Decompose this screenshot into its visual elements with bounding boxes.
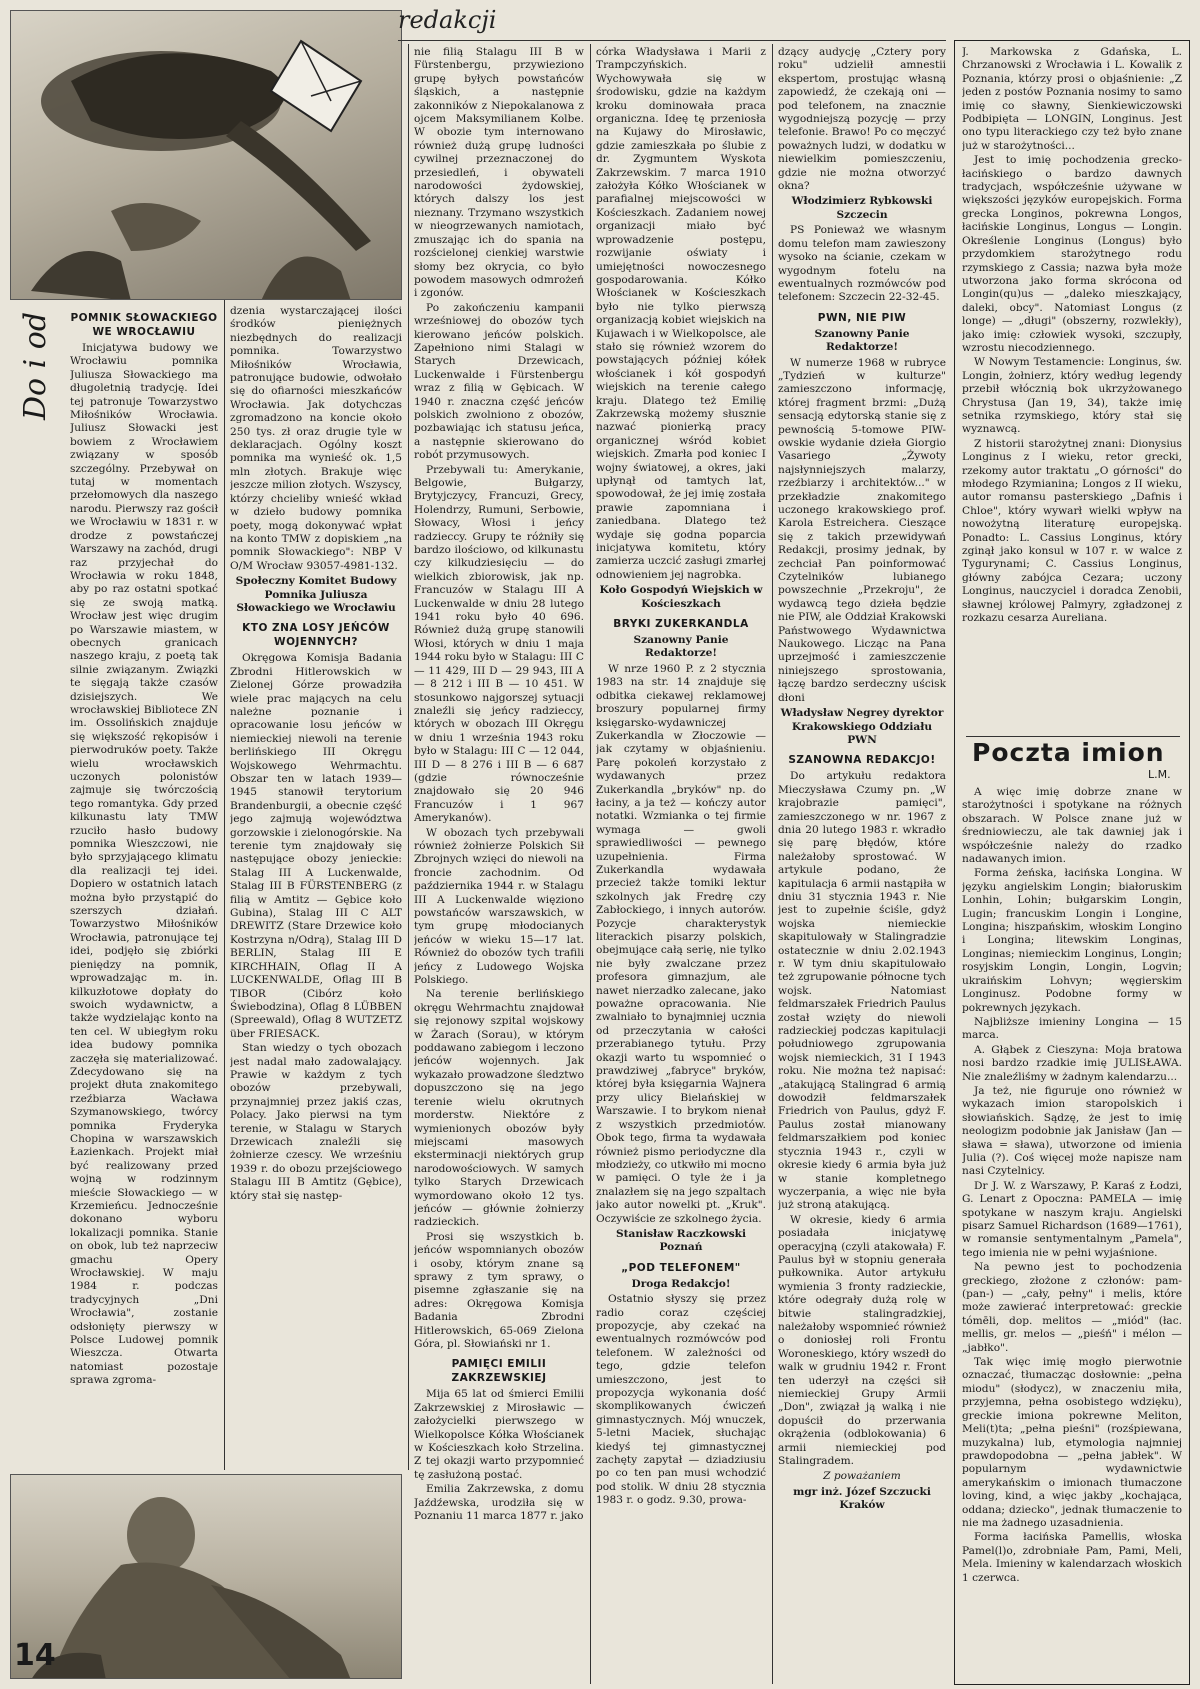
- paragraph: A więc imię dobrze znane w starożytności i spotykane na różnych obszarach. W Polsce znane już w średniowieczu, ale tak dawniej jak i współcześnie należy do rzadko nadawanych imion.: [962, 786, 1182, 866]
- paragraph: W numerze 1968 w rubryce „Tydzień w kulturze" zamieszczono informację, której fragment brzmi: „Dużą sensacją edytorską stanie się z pewnością 5-tomowe PIW-owskie wydanie dzieła Giorgio Vasariego „Żywoty najsłynniejszych malarzy, rzeźbiarzy i architektów..." w przekładzie znakomitego uczonego krakowskiego prof. Karola Estreichera. Cieszące się z takich przewidywań Redakcji, prosimy jednak, by zechciał Pan poinformować Czytelników lubianego powszechnie „Przekroju", że wydawcą tego dzieła będzie nie PIW, ale Oddział Krakowski Państwowego Wydawnictwa Naukowego. Licząc na Pana uprzejmość i zamieszczenie niniejszego sprostowania, łączę bardzo serdeczny uścisk dłoni: [778, 356, 946, 704]
- postscript: PS Ponieważ we własnym domu telefon mam zawieszony wysoko na ścianie, czekam w wygodnym fotelu na ewentualnych rozmówców pod telefonem: Szczecin 22-32-45.: [778, 224, 946, 304]
- paragraph: Dr J. W. z Warszawy, P. Karaś z Łodzi, G. Lenart z Opoczna: PAMELA — imię spotykane w naszym kraju. Angielski pisarz Samuel Richardson (1689—1761), w romansie sentymentalnym „Pamela", tego imienia nie w pełni wyjaśnione.: [962, 1179, 1182, 1259]
- poczta-imion-author: L.M.: [1148, 768, 1171, 781]
- paragraph: Przebywali tu: Amerykanie, Belgowie, Bułgarzy, Brytyjczycy, Francuzi, Grecy, Holendrzy, Rumuni, Serbowie, Słowacy, Włosi i jeńcy radzieccy. Grupy te różniły się bardzo ilościowo, od kilkunastu czy kilkudziesięciu — do wielkich zbiorowisk, jak np. Francuzów w Stalagu III A Luckenwalde w dniu 28 lutego 1941 roku było 40 696. Również dużą grupę stanowili Włosi, których w dniu 1 maja 1944 roku było w Stalagu: III C — 11 429, III D — 29 943, III A — 8 212 i III B — 10 451. W stosunkowo najgorszej sytuacji znaleźli się jeńcy radzieccy, których w obozach III Okręgu w dniu 1 września 1943 roku było w Stalagu: III C — 12 044, III D — 8 276 i III B — 6 687 (gdzie równocześnie znajdowało się 20 946 Francuzów i 1 967 Amerykanów).: [414, 463, 584, 825]
- article-title-bryki: BRYKI ZUKERKANDLA: [613, 618, 749, 631]
- column-6-poczta: [962, 786, 1182, 1666]
- column-divider: [224, 300, 225, 1470]
- column-3: [414, 46, 584, 1666]
- article-title-pwn: PWN, NIE PIW: [817, 311, 907, 324]
- paragraph: Okręgowa Komisja Badania Zbrodni Hitlerowskich w Zielonej Górze prowadziła wiele prac mających na celu należne poznanie i opracowanie losu jeńców w niemieckiej niewoli na terenie berlińskiego III Okręgu Wojskowego Wehrmachtu. Obszar ten w latach 1939—1945 stanowił terytorium Brandenburgii, a obecnie część jego zajmują województwa gorzowskie i zielonogórskie. Na terenie tym znajdowały się następujące obozy jenieckie: Stalag III A Luckenwalde, Stalag III B FÜRSTENBERG (z filią w Amtitz — Gębice koło Gubina), Stalag III C ALT DREWITZ (Stare Drzewice koło Kostrzyna n/Odrą), Stalag III D BERLIN, Stalag III E KIRCHHAIN, Oflag II A LUCKENWALDE, Oflag III B TIBOR (Cibórz koło Świebodzina), Oflag 8 LÜBBEN (Spreewald), Oflag 8 WUTZETZ über FRIESACK.: [230, 652, 402, 1040]
- paragraph: Najbliższe imieniny Longina — 15 marca.: [962, 1015, 1182, 1042]
- article-title-zakrzewska: PAMIĘCI EMILII ZAKRZEWSKIEJ: [451, 1358, 547, 1385]
- bird-envelope-illustration: [10, 10, 402, 300]
- column-1: [70, 305, 218, 1470]
- column-2: [230, 305, 402, 1470]
- paragraph: Stan wiedzy o tych obozach jest nadal mało zadowalający. Prawie w każdym z tych obozów przebywali, przynajmniej przez jakiś czas, Polacy. Jako pierwsi na tym terenie, w Stalagu w Starych Drzewicach znaleźli się żołnierze czescy. We wrześniu 1939 r. do obozu przejściowego Stalagu III B Amtitz (Gębice), który stał się następ-: [230, 1042, 402, 1202]
- paragraph: dzenia wystarczającej ilości środków pieniężnych niezbędnych do realizacji pomnika. Towarzystwo Miłośników Wrocławia, patronujące budowie, odwołało się do ofiarności mieszkańców Wrocławia. Jak dotychczas zgromadzono na koncie około 250 tys. zł oraz drugie tyle w deklaracjach. Ogólny koszt pomnika ma wynieść ok. 1,5 mln złotych. Brakuje więc jeszcze milion złotych. Wszyscy, którzy chcieliby wnieść wkład w dzieło budowy pomnika poety, mogą dokonywać wpłat na konto TMW z dopiskiem „na pomnik Słowackiego": NBP V O/M Wrocław 93057-4981-132.: [230, 305, 402, 572]
- poczta-imion-title: Poczta imion: [972, 738, 1165, 767]
- poczta-rule: [966, 736, 1180, 737]
- paragraph: Ostatnio słyszy się przez radio coraz częściej propozycje, aby czekać na ewentualnych rozmówców pod telefonem. W zależności od tego, gdzie telefon umieszczono, jest to propozycja wykonania dość skomplikowanych ćwiczeń gimnastycznych. Mój wnuczek, 5-letni Maciek, słuchając kiedyś tej gimnastycznej zachęty zapytał — dziadziusiu po co ten pan musi wchodzić pod stolik. W dniu 28 stycznia 1983 r. o godz. 9.30, prowa-: [596, 1293, 766, 1507]
- vertical-heading: Do i od: [18, 311, 53, 420]
- signature-negrey: Władysław Negrey dyrektor Krakowskiego Oddziału PWN: [780, 707, 944, 746]
- signature-raczkowski: Stanisław Raczkowski Poznań: [615, 1227, 747, 1254]
- paragraph: Na terenie berlińskiego okręgu Wehrmachtu znajdował się rejonowy szpital wojskowy w Żarach (Sorau), w którym poddawano zabiegom i leczono jeńców wojennych. Jak wykazało prowadzone śledztwo dopuszczono się na jego terenie wielu okrutnych morderstw. Niektóre z wymienionych obozów były miejscami masowych eksterminacji niektórych grup narodowościowych. W samych tylko Starych Drzewicach wymordowano około 12 tys. jeńców — głównie żołnierzy radzieckich.: [414, 988, 584, 1229]
- paragraph: W Nowym Testamencie: Longinus, św. Longin, żołnierz, który według legendy przebił włócznią bok ukrzyżowanego Chrystusa (Jan 19, 34), także imię setnika rzymskiego, który stał się wyznawcą.: [962, 356, 1182, 436]
- signature-rybkowski: Włodzimierz Rybkowski Szczecin: [791, 195, 933, 221]
- paragraph: Jest to imię pochodzenia grecko-łacińskiego o bardzo dawnych tradycjach, współcześnie używane w większości języków europejskich. Forma grecka Longinos, pokrewna Longos, łacińskie Longinus, Longus — Longin. Określenie Longinus (Longus) było przydomkiem starożytnego rodu rzymskiego z Cassia; nazwa była może utworzona jako forma skrócona od Longin(qu)us — „daleko mieszkający, daleki, obcy". Natomiast Longus (z longe) — „długi" (obszerny, rozwlekły), jako imię: człowiek wysoki, szczupły, wzrostu niecodziennego.: [962, 154, 1182, 354]
- paragraph: Forma żeńska, łacińska Longina. W języku angielskim Longin; białoruskim Lonhin, Lohin; bułgarskim Longin, Lugin; francuskim Longin i Longine, Longina; hiszpańskim, włoskim Longino i Longina; litewskim Longinas, Longinas; niemieckim Longinus, Longin; rosyjskim Longin, Longin, Logvin; ukraińskim Lohvyn; węgierskim Longinusz. Podobne formy w pokrewnych językach.: [962, 867, 1182, 1014]
- paragraph: Forma łacińska Pamellis, włoska Pamel(l)o, zdrobniałe Pam, Pami, Meli, Mela. Imieniny w kalendarzach włoskich 1 czerwca.: [962, 1531, 1182, 1584]
- sculpture-figure-icon: [11, 1475, 402, 1679]
- column-divider: [590, 44, 591, 1684]
- paragraph: W nrze 1960 P. z 2 stycznia 1983 na str. 14 znajduje się odbitka ciekawej reklamowej broszury popularnej firmy księgarsko-wydawniczej Zukerkandla w Złoczowie — jak czytamy w objaśnieniu. Parę pokoleń korzystało z wydawanych przez Zukerkandla „bryków" np. do łaciny, a ja też — kończy autor notatki. Wzmianka o tej firmie wymaga — gwoli sprawiedliwości — pewnego uzupełnienia. Firma Zukerkandla wydawała przecież także tomiki lektur szkolnych jak Fredrę czy Zabłockiego, i innych autorów. Pozycje charakterystyk literackich pisarzy polskich, obejmujące całą serię, nie tylko nie były zwalczane przez profesora gimnazjum, ale nawet nierzadko zalecane, jako poważne opracowania. Nie zwalniało to bynajmniej ucznia od przeczytania w całości przerabianego tytułu. Przy okazji warto tu wspomnieć o prawdziwej „fabryce" bryków, której była księgarnia Wajnera przy ulicy Bielańskiej w Warszawie. I to brykom nienał z wszystkich przedmiotów. Obok tego, firma ta wydawała również pismo periodyczne dla młodzieży, co utkwiło mi mocno w pamięci. O tyle że i ja znalazłem się na jego szpaltach jako autor nowelki pt. „Kruk". Oczywiście ze szkolnego życia.: [596, 662, 766, 1225]
- salutation: Szanowny Panie Redaktorze!: [814, 327, 910, 354]
- article-title-pomnik: POMNIK SŁOWACKIEGO WE WROCŁAWIU: [70, 312, 218, 338]
- signature-szczucki: mgr inż. Józef Szczucki Kraków: [793, 1485, 931, 1512]
- signature-komitet: Społeczny Komitet Budowy Pomnika Juliusza Słowackiego we Wrocławiu: [235, 575, 397, 614]
- page-number: 14: [14, 1638, 56, 1673]
- paragraph: W obozach tych przebywali również żołnierze Polskich Sił Zbrojnych wzięci do niewoli na froncie zachodnim. Od października 1944 r. w Stalagu III A Luckenwalde więziono powstańców warszawskich, w tym grupę młodocianych jeńców w wieku 15—17 lat. Również do obozów tych trafili jeńcy z Ludowego Wojska Polskiego.: [414, 826, 584, 987]
- paragraph: Ja też, nie figuruje ono również w wykazach imion staropolskich i słowiańskich. Sądzę, że jest to imię neologizm podobnie jak Janisław (Jan — sława = sława), utworzone od imienia Julia (?). Coś więcej może napisze nam nasi Czytelnicy.: [962, 1084, 1182, 1178]
- paragraph: Mija 65 lat od śmierci Emilii Zakrzewskiej z Mirosławic — założycielki pierwszego w Wielkopolsce Kółka Włościanek w Kościeszkach koło Strzelina. Z tej okazji warto przypomnieć tę zasłużoną postać.: [414, 1388, 584, 1481]
- heading-rule: [398, 40, 946, 41]
- paragraph: Na pewno jest to pochodzenia greckiego, złożone z członów: pam-(pan-) — „cały, pełny" i melis, które może zawierać interpretować: greckie tómēli, dop. melitos — „miód" (łac. mellis, gr. melos — „pieśń" i mélon — „jabłko".: [962, 1261, 1182, 1354]
- column-divider: [408, 44, 409, 1470]
- article-title-telefon: „POD TELEFONEM": [621, 1261, 741, 1274]
- paragraph: A. Głąbek z Cieszyna: Moja bratowa nosi bardzo rzadkie imię JULISŁAWA. Nie znaleźliśmy w żadnym kalendarzu...: [962, 1043, 1182, 1083]
- paragraph: Tak więc imię mogło pierwotnie oznaczać, tłumacząc dosłownie: „pełna miodu" (słodycz), w znaczeniu miła, przyjemna, pełna osobistego wdzięku), greckie imiona pokrewne Meliton, Meli(t)ta; „pełna pieśni" (rozśpiewana, muzykalna) lub, etymologia najmniej prawdopodobna — „pełna jabłek". W popularnym wydawnictwie amerykańskim o imionach tłumaczone loving, kind, a więc jakby „kochająca, oddana; dziecko", jednak tłumaczenie to nie ma żadnego uzasadnienia.: [962, 1356, 1182, 1529]
- signature-kolo: Koło Gospodyń Wiejskich w Kościeszkach: [599, 584, 763, 610]
- column-divider: [772, 44, 773, 1684]
- bird-icon: [11, 11, 402, 300]
- paragraph: nie filią Stalagu III B w Fürstenbergu, przywieziono grupę byłych powstańców śląskich, a następnie zakonników z Niepokalanowa z ojcem Maksymilianem Kolbe. W obozie tym internowano również dużą grupę ludności cywilnej przeznaczonej do przesiedleń, i obywateli narodowości żydowskiej, których dalszy los jest nieznany. Trzymano wszystkich w nieogrzewanych namiotach, zmuszając ich do spania na rozścielonej cienkiej warstwie słomy bez okrycia, co było powodem masowych odmrożeń i zgonów.: [414, 46, 584, 300]
- paragraph: Do artykułu redaktora Mieczysława Czumy pn. „W krajobrazie pamięci", zamieszczonego w nr. 1967 z dnia 20 lutego 1983 r. wkradło się parę błędów, które należałoby sprostować. W artykule podano, że kapitulacja 6 armii nastąpiła w dniu 31 stycznia 1943 r. Nie jest to zupełnie ściśle, gdyż wojska niemieckie skapitulowały w Stalingradzie ostatecznie w dniu 2.02.1943 r. W tym dniu skapitulowało też zgrupowanie północne tych wojsk. Natomiast feldmarszałek Friedrich Paulus został wzięty do niewoli radzieckiej podczas kapitulacji południowego zgrupowania wojsk niemieckich, 31 I 1943 roku. Nie można też napisać: „atakującą Stalingrad 6 armią dowodził feldmarszałek Friedrich von Paulus, gdyż F. Paulus został mianowany feldmarszałkiem pod koniec stycznia 1943 r., czyli w okresie kiedy 6 armia była już w stanie kompletnego wyczerpania, a więc nie była już stroną atakującą.: [778, 770, 946, 1212]
- article-title-szanowna: SZANOWNA REDAKCJO!: [788, 754, 936, 767]
- paragraph: córka Władysława i Marii z Trampczyńskich. Wychowywała się w środowisku, gdzie na każdym kroku dominowała praca organiczna. Ideę tę przeniosła na Kujawy do Mirosławic, gdzie zamieszkała po ślubie z dr. Zygmuntem Wyskota Zakrzewskim. 7 marca 1910 założyła Kółko Włościanek w parafialnej miejscowości w Kościeszkach. Zadaniem nowej organizacji miało być wprowadzenie postępu, rozwijanie oświaty i umiejętności nowoczesnego gospodarowania. Kółko Włościanek w Kościeszkach było nie tylko pierwszą organizacją kobiet wiejskich na Kujawach i w Wielkopolsce, ale stało się również wzorem do powstających później kółek włościanek i kół gospodyń wiejskich na terenie całego kraju. Dlatego też Emilię Zakrzewską możemy słusznie nazwać pionierką pracy organicznej wśród kobiet wiejskich. Zmarła pod koniec I wojny światowej, a okres, jaki upłynął od tamtych lat, spowodował, że jej imię została prawie zapomniana i zaniedbana. Dlatego też wydaje się godna poparcia inicjatywa komitetu, który zamierza uczcić zasługi zmarłej odnowieniem jej nagrobka.: [596, 46, 766, 581]
- paragraph: dzący audycję „Cztery pory roku" udzielił amnestii ekspertom, prostując własną zapowiedź, że czekają oni — pod telefonem, na znacznie wygodniejszą pozycję — przy telefonie. Brawo! Po co męczyć poważnych ludzi, w dodatku w niewielkim pomieszczeniu, gdzie nie można otworzyć okna?: [778, 46, 946, 193]
- paragraph: Prosi się wszystkich b. jeńców wspomnianych obozów i osoby, którym znane są sprawy z tym sprawy, o pisemne zgłaszanie się na adres: Okręgowa Komisja Badania Zbrodni Hitlerowskich, 65-069 Zielona Góra, pl. Słowiański nr 1.: [414, 1230, 584, 1350]
- paragraph: Z historii starożytnej znani: Dionysius Longinus z I wieku, retor grecki, rzekomy autor traktatu „O górności" do młodego Rzymianina; Longos z II wieku, autor romansu pasterskiego „Dafnis i Chloe", który wywarł wielki wpływ na nowożytną literaturę europejską. Ponadto: L. Cassius Longinus, który zginął jako konsul w 107 r. w walce z Tygurynami; C. Cassius Longinus, główny zabójca Cezara; uczony Longinus, nauczyciel i doradca Zenobii, sławnej królowej Palmyry, zgładzonej z rozkazu cesarza Aureliana.: [962, 437, 1182, 625]
- closing: Z poważaniem: [823, 1470, 901, 1483]
- column-6: [962, 46, 1182, 736]
- article-title-jency: KTO ZNA LOSY JEŃCÓW WOJENNYCH?: [242, 622, 390, 649]
- paragraph: W okresie, kiedy 6 armia posiadała inicjatywę operacyjną (czyli atakowała) F. Paulus był w stopniu generała pułkownika. Autor artykułu wymienia 3 fronty radzieckie, które odegrały dużą rolę w bitwie stalingradzkiej, należałoby wspomnieć również o doniosłej roli Frontu Woroneskiego, który wszedł do walk w grudniu 1942 r. Front ten uderzył na części sił niemieckiej Grupy Armii „Don", związał ją walką i nie dopuścił do przerwania okrążenia (odblokowania) 6 armii niemieckiej pod Stalingradem.: [778, 1213, 946, 1468]
- sculpture-photo: [10, 1474, 402, 1679]
- section-heading: redakcji: [398, 6, 497, 34]
- paragraph: Emilia Zakrzewska, z domu Jaźdźewska, urodziła się w Poznaniu 11 marca 1877 r. jako: [414, 1483, 584, 1523]
- paragraph: Inicjatywa budowy we Wrocławiu pomnika Juliusza Słowackiego ma długoletnią tradycję. Idei tej patronuje Towarzystwo Miłośników Wrocławia. Juliusz Słowacki jest bowiem z Wrocławiem związany w sposób szczególny. Przebywał on tutaj w momentach przełomowych dla naszego narodu. Pierwszy raz gościł we Wrocławiu w 1831 r. w drodze z powstańczej Warszawy na zachód, drugi raz przyjechał do Wrocławia w roku 1848, aby po raz ostatni spotkać się ze swoją matką. Wrocław jest więc drugim po Warszawie miastem, w obecnych granicach naszego kraju, z poetą tak silnie związanym. Związki te sięgają także czasów dzisiejszych. We wrocławskiej Bibliotece ZN im. Ossolińskich znajduje się większość rękopisów i pierwodruków poety. Także wielu wrocławskich uczonych polonistów zajmuje się twórczością tego romantyka. Gdy przed kilkunastu laty TMW rzuciło hasło budowy pomnika Wieszczowi, nie było sprzyjającego klimatu dla realizacji tej idei. Dopiero w ostatnich latach można było przystąpić do szerszych działań. Towarzystwo Miłośników Wrocławia, patronujące tej idei, podjęło się zbiórki pieniędzy na pomnik, wprowadzając m. in. kilkuzłotowe dopłaty do swoich wydawnictw, a także wydzielając konto na ten cel. W ubiegłym roku idea budowy pomnika zaczęła się materializować. Zdecydowano się na projekt dłuta znakomitego rzeźbiarza Wacława Szymanowskiego, twórcy pomnika Fryderyka Chopina w warszawskich Łazienkach. Projekt miał być realizowany przed wojną w rodzinnym mieście Słowackiego — w Krzemieńcu. Jednocześnie dokonano wyboru lokalizacji pomnika. Stanie on obok, lub też naprzeciw gmachu Opery Wrocławskiej. W maju 1984 r. podczas tradycyjnych „Dni Wrocławia", zostanie odsłonięty pierwszy w Polsce Ludowej pomnik Wieszcza. Otwarta natomiast pozostaje sprawa zgroma-: [70, 342, 218, 1387]
- salutation: Droga Redakcjo!: [631, 1277, 731, 1290]
- salutation: Szanowny Panie Redaktorze!: [633, 634, 729, 660]
- column-4: [596, 46, 766, 1666]
- column-5: [778, 46, 946, 1666]
- paragraph: J. Markowska z Gdańska, L. Chrzanowski z Wrocławia i L. Kowalik z Poznania, którzy prosi o objaśnienie: „Z jeden z postów Poznania nosimy to samo imię co sławny, Sienkiewiczowski Podbipięta — LONGIN, Longinus. Jest ono typu literackiego czy też było znane już w starożytności...: [962, 46, 1182, 152]
- paragraph: Po zakończeniu kampanii wrześniowej do obozów tych kierowano jeńców polskich. Zapełniono nimi Stalagi w Starych Drzewicach, Luckenwalde i Fürstenbergu wraz z filią w Gębicach. W 1940 r. znaczna część jeńców polskich zwolniono z obozów, pozbawiając ich statusu jeńca, a następnie skierowano do robót przymusowych.: [414, 301, 584, 462]
